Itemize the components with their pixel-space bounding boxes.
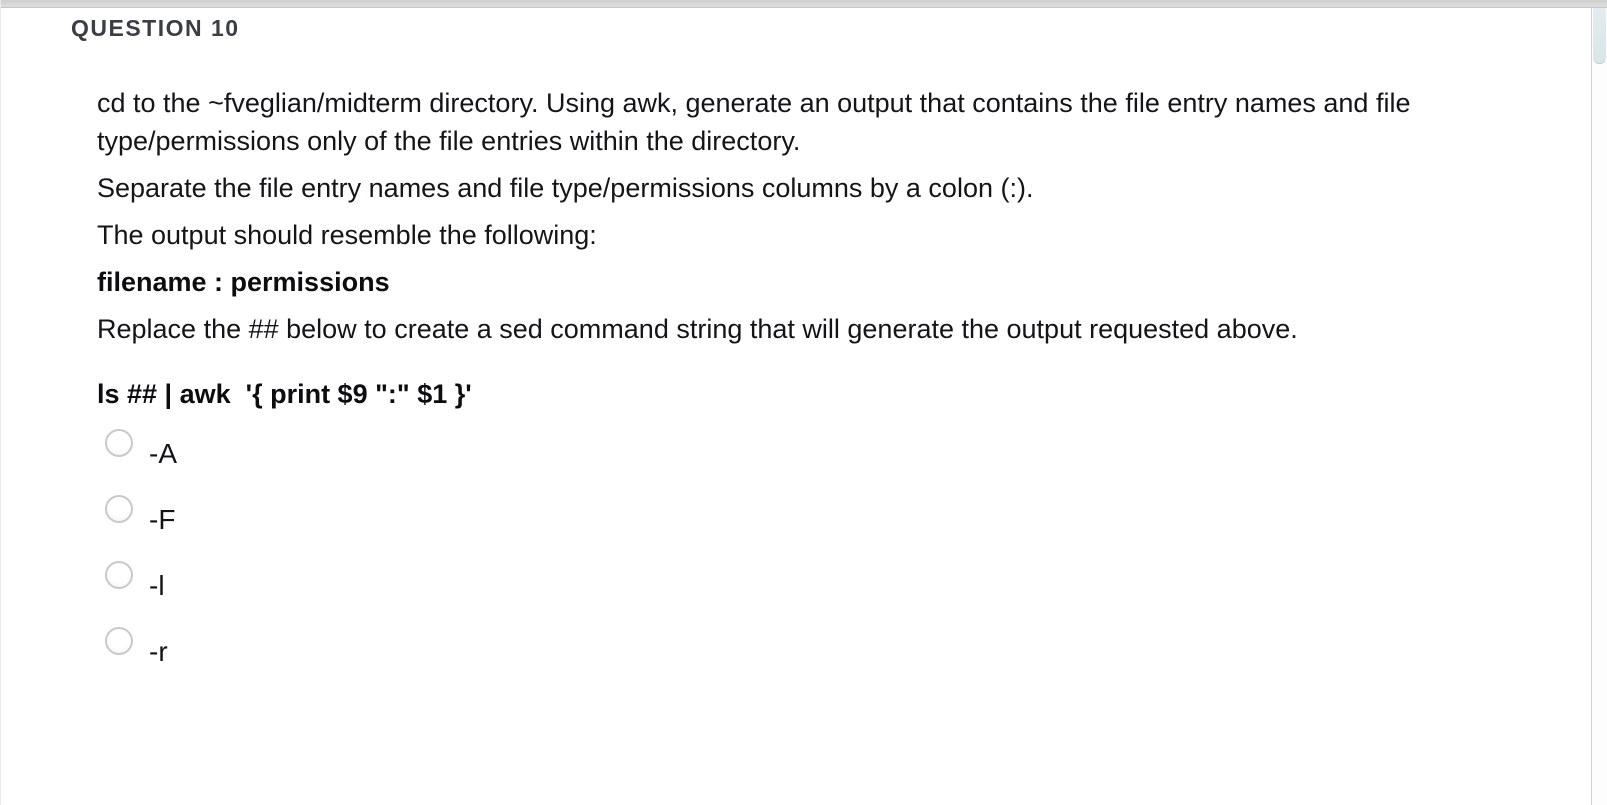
question-example-output: filename : permissions — [97, 267, 390, 297]
radio-button-icon[interactable] — [105, 495, 133, 523]
radio-button-icon[interactable] — [105, 627, 133, 655]
answer-options — [97, 427, 1532, 691]
window-top-bar — [1, 0, 1607, 8]
question-title: QUESTION 10 — [71, 15, 240, 41]
option-label[interactable]: -A — [149, 438, 177, 469]
option-label[interactable]: -r — [149, 636, 168, 667]
question-intro-text: cd to the ~fveglian/midterm directory. Using awk, generate an output that contains the file entry names and file type/permissions only of the file entries within the directory. — [97, 88, 1411, 156]
option-label[interactable]: -F — [149, 504, 176, 535]
question-body — [97, 84, 1532, 691]
scrollbar-thumb[interactable] — [1593, 8, 1606, 64]
scrollbar-track[interactable] — [1591, 8, 1607, 805]
question-resemble-text: The output should resemble the following: — [97, 220, 597, 250]
option-label[interactable]: -l — [149, 570, 165, 601]
radio-button-icon[interactable] — [105, 429, 133, 457]
answer-option-r[interactable] — [97, 625, 1532, 691]
answer-option-l[interactable] — [97, 559, 1532, 625]
answer-option-a[interactable] — [97, 427, 1532, 493]
answer-option-f[interactable] — [97, 493, 1532, 559]
radio-button-icon[interactable] — [105, 561, 133, 589]
question-replace-text: Replace the ## below to create a sed command string that will generate the output requested above. — [97, 314, 1298, 344]
question-code-line: ls ## | awk '{ print $9 ":" $1 }' — [97, 379, 472, 409]
question-separate-text: Separate the file entry names and file type/permissions columns by a colon (:). — [97, 173, 1034, 203]
